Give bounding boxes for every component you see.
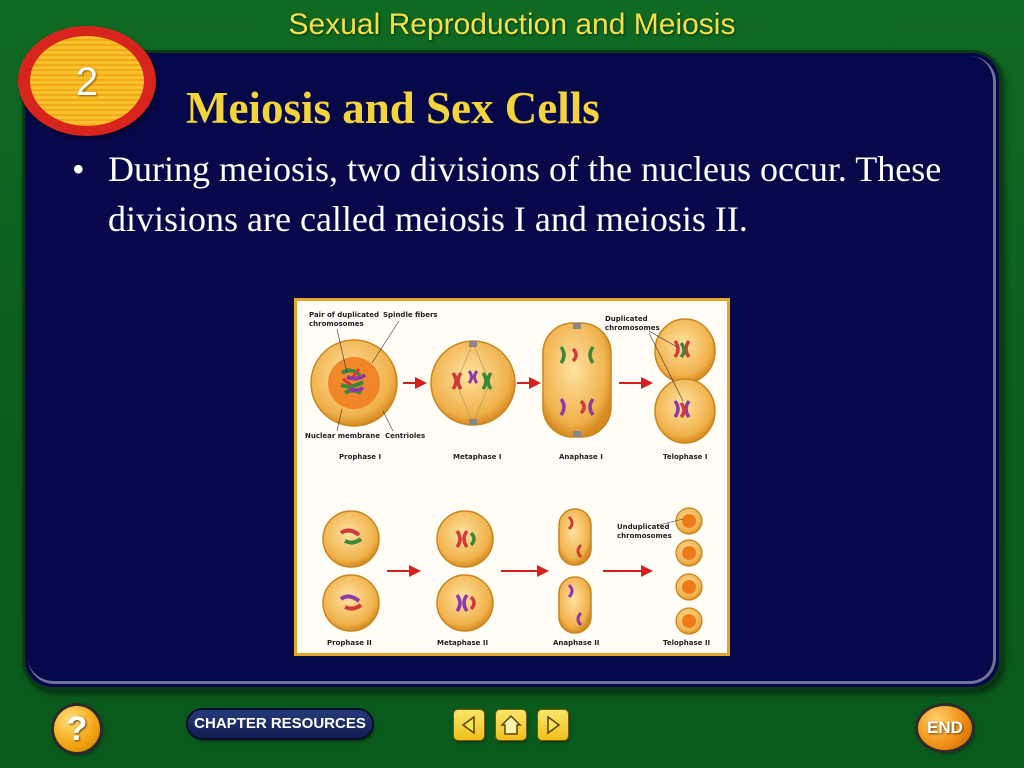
label-unduplicated-2: chromosomes (617, 532, 672, 540)
presentation-title: Sexual Reproduction and Meiosis (288, 8, 736, 41)
home-button[interactable] (496, 710, 526, 740)
forward-arrow-icon (538, 710, 568, 740)
help-icon: ? (66, 710, 88, 748)
section-badge (18, 26, 156, 136)
stage-label: Anaphase II (553, 639, 600, 647)
label-centrioles: Centrioles (385, 432, 426, 440)
section-number: 2 (75, 60, 99, 104)
end-icon: END (927, 718, 963, 737)
stage-label: Metaphase I (453, 453, 502, 461)
cell-telophase-1 (655, 319, 715, 443)
stage-label: Telophase I (663, 453, 708, 461)
label-spindle: Spindle fibers (383, 311, 438, 319)
forward-button[interactable] (538, 710, 568, 740)
label-pair: Pair of duplicated (309, 311, 380, 319)
slide-heading: Meiosis and Sex Cells (186, 83, 600, 133)
label-nuclear-membrane: Nuclear membrane (305, 432, 381, 440)
stage-label: Metaphase II (437, 639, 489, 647)
back-arrow-icon (454, 710, 484, 740)
stage-label: Telophase II (663, 639, 711, 647)
meiosis-diagram (294, 298, 730, 656)
bullet-text: During meiosis, two divisions of the nucleus occur. These divisions are called meiosis I and meiosis II. (108, 149, 942, 239)
meiosis-illustration (297, 301, 727, 653)
cell-metaphase-1 (431, 341, 515, 425)
stage-label: Prophase II (327, 639, 372, 647)
stage-label: Prophase I (339, 453, 382, 461)
label-unduplicated: Unduplicated (617, 523, 670, 531)
cell-anaphase-1 (543, 323, 611, 437)
back-button[interactable] (454, 710, 484, 740)
help-button[interactable] (54, 706, 100, 752)
chapter-resources-button[interactable]: CHAPTER RESOURCES (188, 710, 372, 738)
cells-metaphase-2 (437, 511, 493, 631)
badge-stripes (30, 36, 144, 126)
cells-telophase-2 (676, 508, 702, 634)
label-duplicated: Duplicated (605, 315, 648, 323)
label-duplicated-2: chromosomes (605, 324, 660, 332)
stage-label: Anaphase I (559, 453, 603, 461)
label-pair-2: chromosomes (309, 320, 364, 328)
cells-anaphase-2 (559, 509, 591, 633)
bullet-dot: • (72, 149, 85, 189)
bullet-item (72, 144, 942, 244)
end-button[interactable] (918, 706, 972, 750)
home-icon (496, 710, 526, 740)
cells-prophase-2 (323, 511, 379, 631)
